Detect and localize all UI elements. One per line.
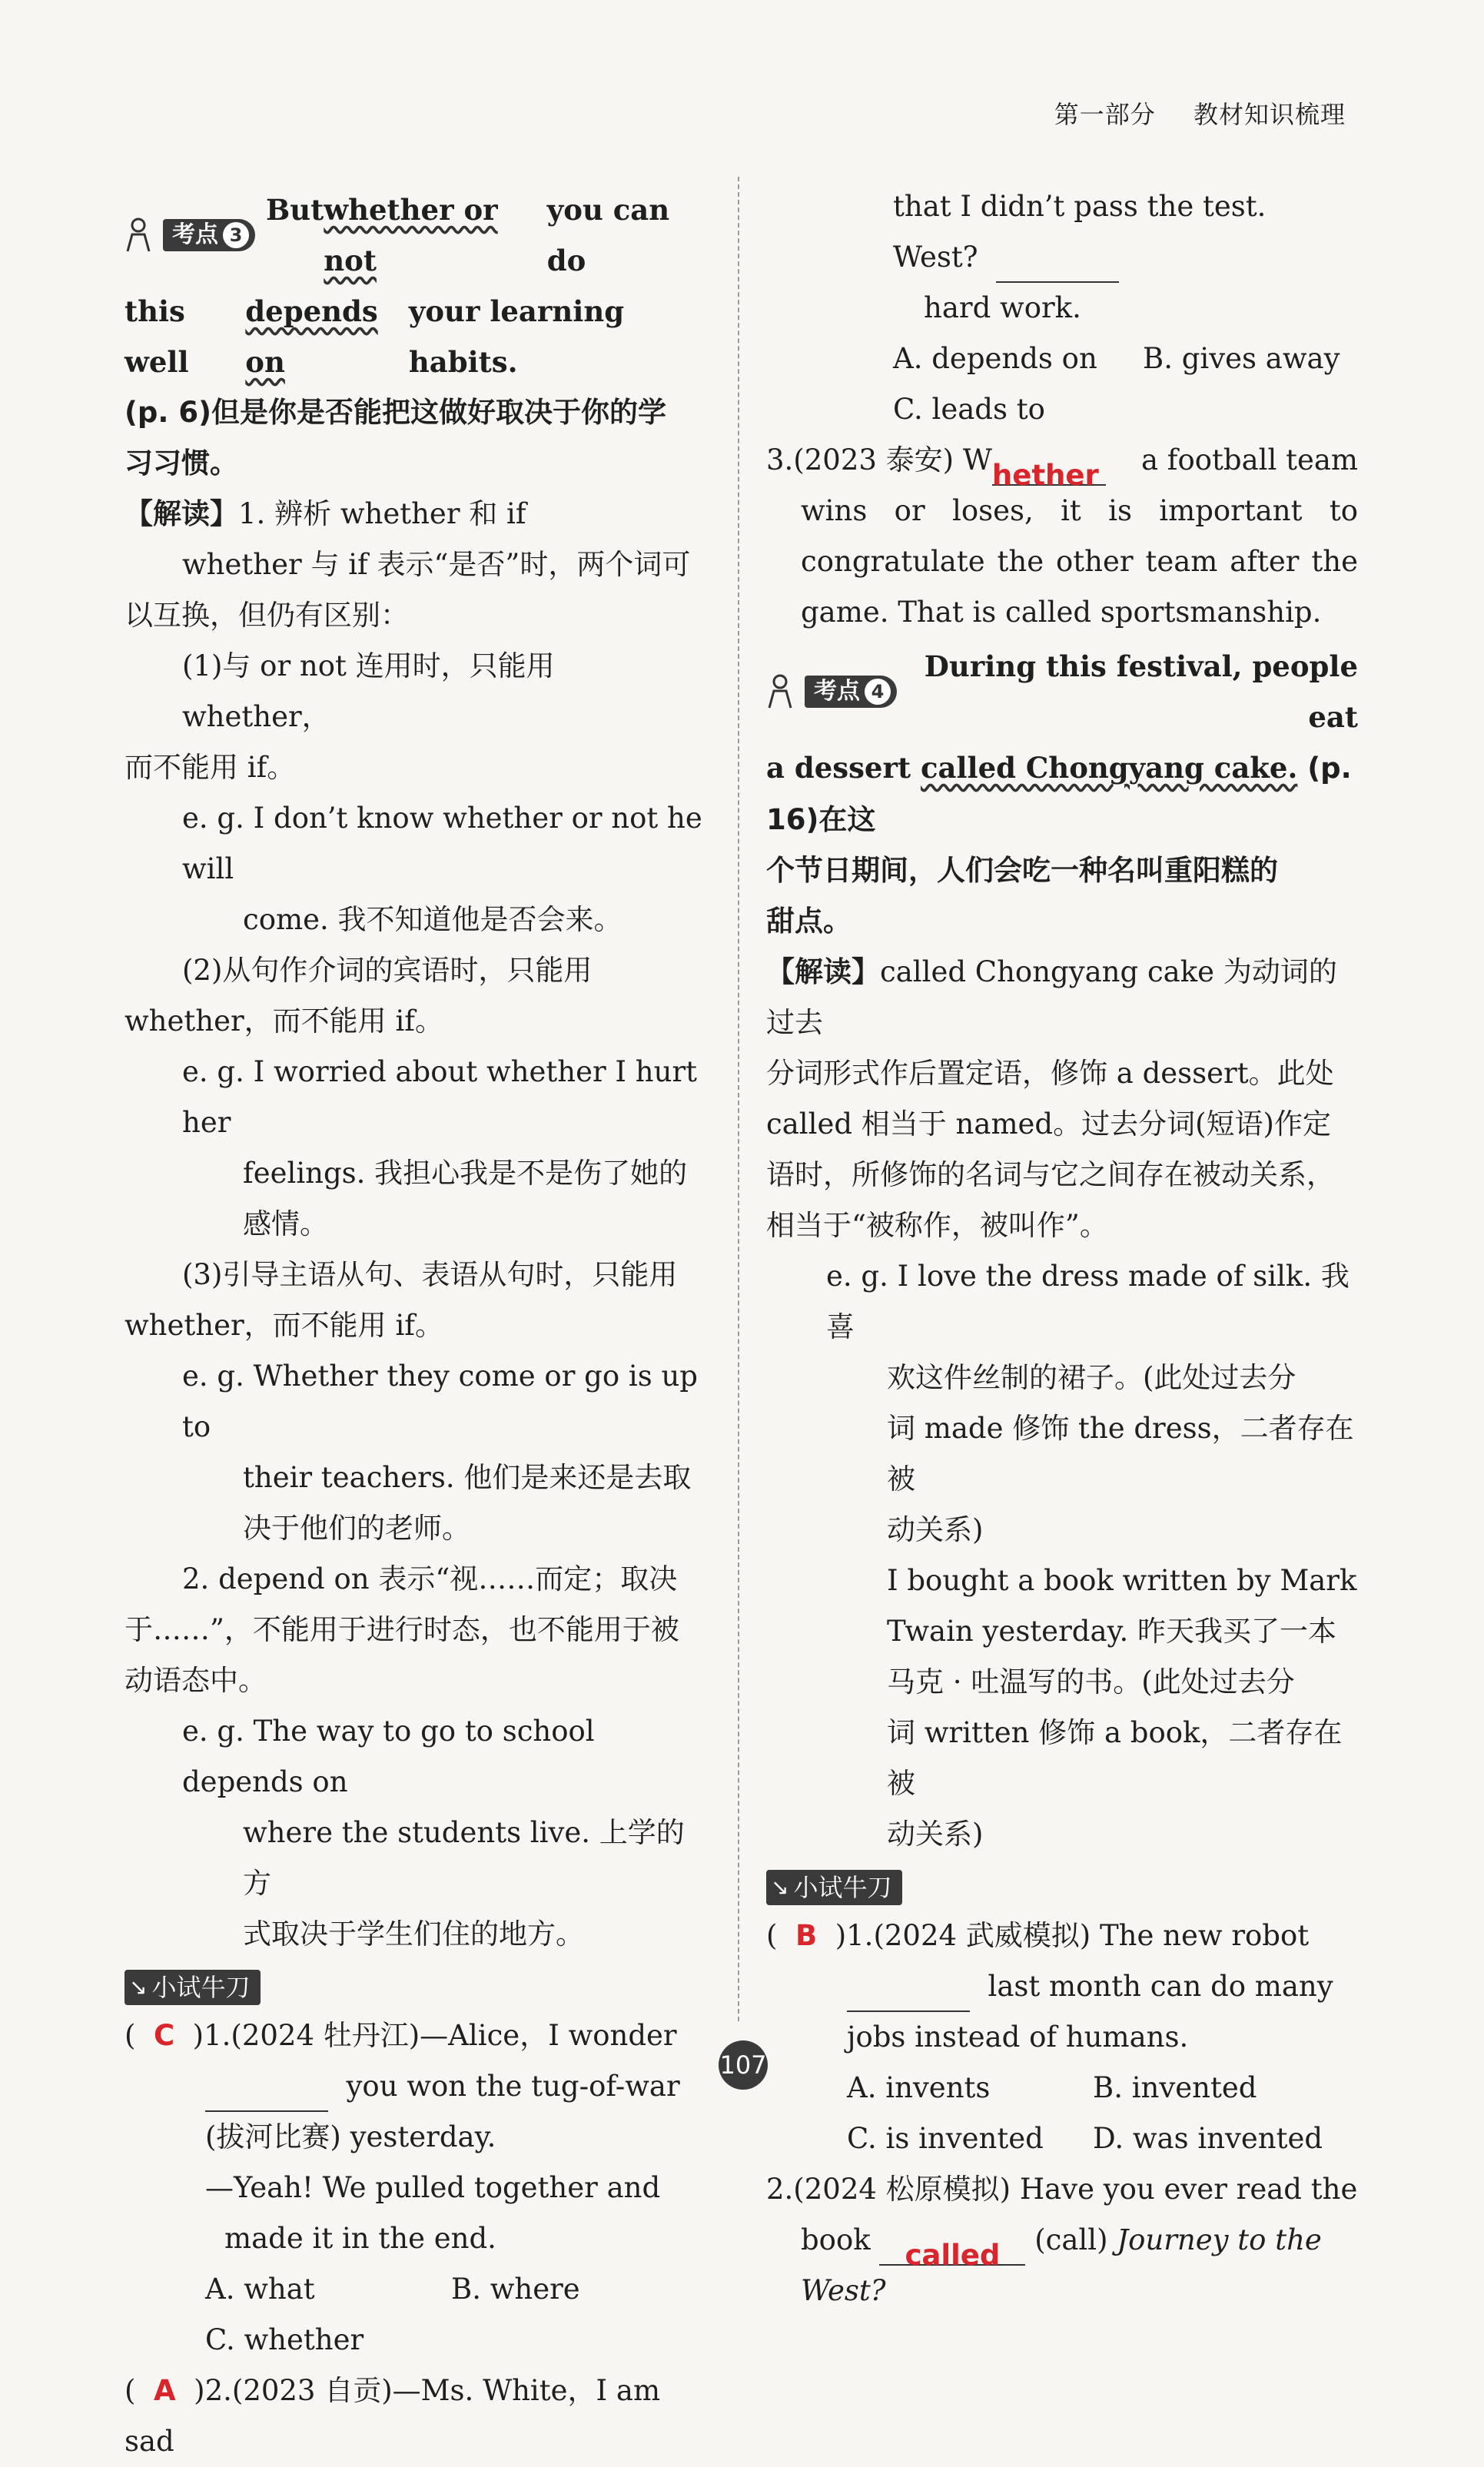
pen-person-icon <box>124 217 152 253</box>
r-q1-line2: last month can do many <box>766 1961 1358 2012</box>
eg3-l1: e. g. Whether they come or go is up to <box>182 1360 698 1443</box>
eg1-l1: e. g. I don’t know whether or not he will <box>182 802 702 885</box>
left-column <box>124 184 709 2467</box>
kd3-badge: 考点 3 <box>163 219 255 251</box>
column-divider <box>738 177 739 2021</box>
r-q1-options-row2 <box>766 2113 1358 2164</box>
q1-line2: you won the tug-of-war <box>124 2061 709 2112</box>
r-q1-answer: B <box>795 1919 818 1952</box>
q3-line2: wins or loses, it is important to <box>801 494 1358 527</box>
q3-fill[interactable]: hether <box>992 450 1106 486</box>
kd3-heading <box>124 184 709 286</box>
r-eg2-l3: 马克 · 吐温写的书。(此处过去分 <box>887 1665 1295 1698</box>
practice-tag-right: ↘ 小试牛刀 <box>766 1870 902 1905</box>
q3-line4: game. That is called sportsmanship. <box>801 596 1322 629</box>
r-q1-optD[interactable]: D. was invented <box>1093 2122 1323 2155</box>
r-q1-blank[interactable] <box>847 1977 970 2012</box>
q3-line1: 3.(2023 泰安) Whether a football team <box>766 443 1358 492</box>
page-number: 107 <box>719 2040 768 2090</box>
r-eg1-l1: e. g. I love the dress made of silk. 我喜 <box>826 1260 1350 1343</box>
page-header <box>1025 95 1346 131</box>
r-eg1-l2: 欢这件丝制的裙子。(此处过去分 <box>887 1361 1296 1394</box>
q1-line4: —Yeah! We pulled together and <box>205 2171 661 2204</box>
q1-blank[interactable] <box>205 2077 328 2112</box>
r-q1-optA[interactable]: A. invents <box>847 2071 991 2104</box>
q2-blank[interactable] <box>996 247 1119 283</box>
q2-answer: A <box>153 2374 176 2407</box>
p2-l1: (1)与 or not 连用时，只能用 whether， <box>182 649 555 733</box>
jd-l5: 相当于“被称作，被叫作”。 <box>766 1209 1108 1242</box>
p3-l2: whether，而不能用 if。 <box>124 1004 443 1038</box>
r-q1-line1: ( B )1.(2024 武威模拟) The new robot <box>766 1919 1310 1952</box>
eg4-l2: where the students live. 上学的方 <box>243 1816 685 1900</box>
r-q2-fill[interactable]: called <box>879 2230 1025 2266</box>
q1-line5: made it in the end. <box>224 2222 496 2255</box>
r-q1-optB[interactable]: B. invented <box>1093 2071 1257 2104</box>
r-q1-optC[interactable]: C. is invented <box>847 2122 1044 2155</box>
q2-line4: hard work. <box>924 291 1081 324</box>
kd4-en-line2: a dessert called Chongyang cake. (p. 16)在这 <box>766 751 1352 836</box>
eg4-l3: 式取决于学生们住的地方。 <box>243 1917 584 1951</box>
r-eg1-l3: 词 made 修饰 the dress，二者存在被 <box>887 1412 1354 1496</box>
q1-optB[interactable]: B. where <box>451 2273 580 2306</box>
q2-optA[interactable]: A. depends on <box>893 342 1097 375</box>
r-q2-line1: 2.(2024 松原模拟) Have you ever read the <box>766 2173 1358 2206</box>
q1-optC[interactable]: C. whether <box>205 2323 364 2356</box>
right-column <box>766 181 1358 2316</box>
eg3-l2: their teachers. 他们是来还是去取 <box>243 1461 692 1494</box>
q1-line1: ( C )1.(2024 牡丹江)—Alice，I wonder <box>124 2019 677 2052</box>
p4-l1: (3)引导主语从句、表语从句时，只能用 <box>182 1258 678 1291</box>
p5-l2: 于……”，不能用于进行时态，也不能用于被 <box>124 1613 679 1646</box>
eg2-l3: 感情。 <box>243 1207 328 1240</box>
q1-line3: (拔河比赛) yesterday. <box>205 2120 496 2153</box>
arrow-down-right-icon: ↘ <box>129 1974 148 2000</box>
eg4-l1: e. g. The way to go to school depends on <box>182 1715 595 1798</box>
kd3-en-b: whether or not <box>324 193 498 277</box>
r-eg2-l2: Twain yesterday. 昨天我买了一本 <box>887 1615 1337 1648</box>
eg2-l2: feelings. 我担心我是不是伤了她的 <box>243 1157 688 1190</box>
p1-l2: 以互换，但仍有区别： <box>124 599 409 632</box>
jiedu-label: 【解读】 <box>124 497 238 530</box>
r-q2-line3: West? <box>801 2274 886 2307</box>
arrow-down-right-icon: ↘ <box>771 1874 789 1900</box>
p5-l1: 2. depend on 表示“视……而定；取决 <box>182 1562 678 1595</box>
practice-tag-left: ↘ 小试牛刀 <box>124 1970 261 2005</box>
r-eg2-l1: I bought a book written by Mark <box>887 1564 1357 1597</box>
q1-optA[interactable]: A. what <box>205 2273 315 2306</box>
p1-l1: whether 与 if 表示“是否”时，两个词可 <box>182 548 691 581</box>
p2-l2: 而不能用 if。 <box>124 751 296 784</box>
kd3-en-a: But <box>266 193 324 227</box>
p4-l2: whether，而不能用 if。 <box>124 1309 443 1342</box>
p5-l3: 动语态中。 <box>124 1664 267 1697</box>
kd4-cn-line2: 甜点。 <box>766 905 852 938</box>
q2-optB[interactable]: B. gives away <box>1143 342 1340 375</box>
jd-l1: called Chongyang cake 为动词的过去 <box>766 955 1337 1039</box>
jd-l4: 语时，所修饰的名词与它之间存在被动关系， <box>766 1158 1335 1191</box>
kd4-cn-line1: 个节日期间，人们会吃一种名叫重阳糕的 <box>766 854 1278 887</box>
kd3-cn-line2: 习习惯。 <box>124 447 238 480</box>
kd3-cn-line1: (p. 6)但是你是否能把这做好取决于你的学 <box>124 396 666 429</box>
q2-optC[interactable]: C. leads to <box>893 393 1045 426</box>
jiedu-label-right: 【解读】 <box>766 955 880 988</box>
eg1-l2: come. 我不知道他是否会来。 <box>243 903 622 936</box>
q2-line3: West? <box>766 232 1358 283</box>
q1-options-row1 <box>124 2264 709 2315</box>
r-q1-line3: jobs instead of humans. <box>847 2020 1189 2054</box>
kd3-en-line2: this well depends on your learning habits. <box>124 294 625 379</box>
r-eg2-l4: 词 written 修饰 a book，二者存在被 <box>887 1716 1343 1800</box>
p3-l1: (2)从句作介词的宾语时，只能用 <box>182 954 593 987</box>
q2-line1: ( A )2.(2023 自贡)—Ms. White，I am sad <box>124 2374 661 2458</box>
jd-l3: called 相当于 named。过去分词(短语)作定 <box>766 1107 1331 1141</box>
r-q1-options-row1 <box>766 2063 1358 2113</box>
kd4-en-line1: During this festival, people eat <box>924 649 1358 734</box>
pen-person-icon <box>766 674 794 709</box>
p1-title: 1. 辨析 whether 和 if <box>238 497 526 530</box>
header-part: 第一部分 <box>1054 100 1156 129</box>
r-eg2-l5: 动关系) <box>887 1818 984 1851</box>
q1-answer: C <box>153 2019 175 2052</box>
eg3-l3: 决于他们的老师。 <box>243 1512 470 1545</box>
header-section: 教材知识梳理 <box>1193 100 1346 129</box>
q2-options-row1 <box>766 334 1358 384</box>
r-eg1-l4: 动关系) <box>887 1513 984 1546</box>
kd4-heading <box>766 641 1358 742</box>
kd4-badge: 考点 4 <box>805 676 897 708</box>
r-q2-line2: book called (call) Journey to the <box>801 2223 1322 2272</box>
eg2-l1: e. g. I worried about whether I hurt her <box>182 1055 698 1139</box>
q3-line3: congratulate the other team after the <box>801 545 1358 578</box>
jd-l2: 分词形式作后置定语，修饰 a dessert。此处 <box>766 1057 1334 1090</box>
q2-line2: that I didn’t pass the test. <box>893 190 1267 223</box>
kd3-en-c: you can do <box>546 193 670 277</box>
